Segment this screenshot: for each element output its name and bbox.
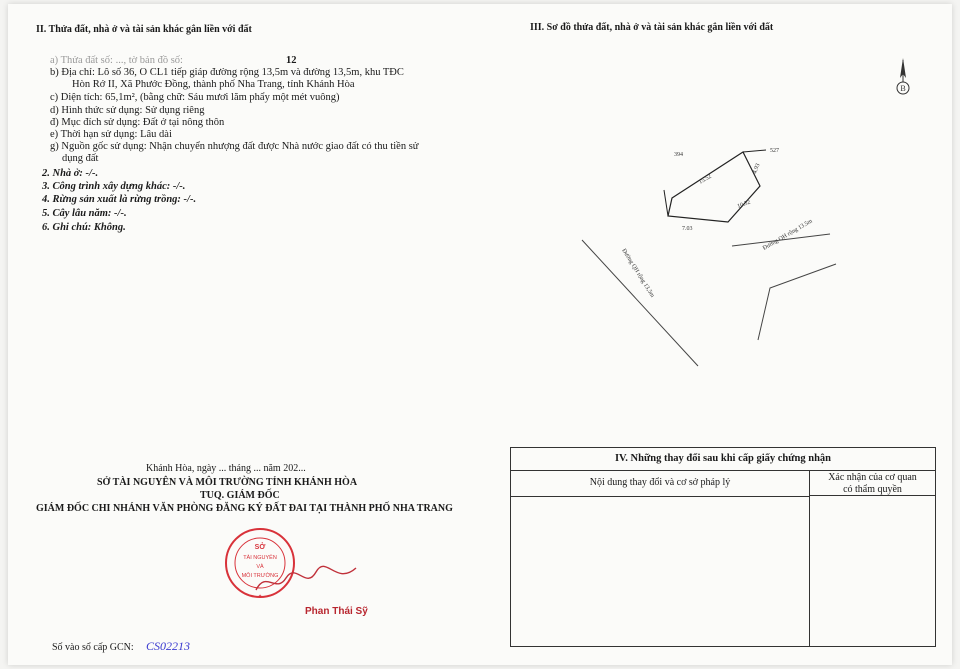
label-394: 394 — [674, 152, 683, 158]
col-header-content: Nội dung thay đổi và cơ sở pháp lý — [511, 470, 810, 497]
svg-text:MÔI TRƯỜNG: MÔI TRƯỜNG — [241, 573, 279, 579]
svg-text:★: ★ — [258, 593, 262, 598]
dim-bottom: 10.52 — [736, 199, 752, 210]
origin-line-1: g) Nguồn gốc sử dụng: Nhận chuyển nhượng đất được Nhà nước giao đất có thu tiền sử — [50, 141, 419, 152]
item-forest: 4. Rừng sản xuất là rừng trồng: -/-. — [42, 194, 197, 205]
col-header-confirmation-line2: có thẩm quyền — [843, 484, 902, 495]
item-house: 2. Nhà ở: -/-. — [42, 168, 99, 179]
dim-left: 7.03 — [682, 226, 693, 232]
parcel-map — [560, 50, 930, 370]
column-divider — [809, 496, 810, 646]
dim-top: 15.52 — [698, 173, 713, 186]
section-ii-header: II. Thửa đất, nhà ở và tài sản khác gắn liền với đất — [36, 24, 252, 35]
director-title: GIÁM ĐỐC CHI NHÁNH VĂN PHÒNG ĐĂNG KÝ ĐẤT ĐAI TẠI THÀNH PHỐ NHA TRANG — [36, 503, 453, 514]
road-label-1: Đường QH rộng 13,5m — [620, 247, 656, 299]
authorization: TUQ. GIÁM ĐỐC — [200, 490, 280, 501]
svg-text:VÀ: VÀ — [256, 564, 264, 570]
parcel-line: a) Thửa đất số: ..., tờ bản đồ số: — [50, 55, 183, 66]
area-line: c) Diện tích: 65,1m², (bằng chữ: Sáu mươi lăm phẩy một mét vuông) — [50, 92, 340, 103]
road-label-2: Đường QH rộng 13.5m — [762, 218, 814, 252]
agency-name: SỞ TÀI NGUYÊN VÀ MÔI TRƯỜNG TỈNH KHÁNH HÒA — [97, 477, 358, 488]
col-header-confirmation — [810, 470, 935, 496]
section-iv-header: IV. Những thay đổi sau khi cấp giấy chứng nhận — [511, 448, 935, 471]
usage-purpose: đ) Mục đích sử dụng: Đất ở tại nông thôn — [50, 117, 225, 128]
parcel-outline — [668, 152, 760, 222]
handwritten-signature — [246, 560, 366, 600]
svg-text:TÀI NGUYÊN: TÀI NGUYÊN — [243, 555, 277, 561]
changes-table — [510, 447, 936, 647]
usage-form: d) Hình thức sử dụng: Sử dụng riêng — [50, 105, 205, 116]
gcn-label: Số vào sổ cấp GCN: — [52, 642, 134, 653]
origin-line-2: dụng đất — [62, 153, 99, 164]
dim-right: 4.93 — [752, 162, 762, 175]
col-header-confirmation-line1: Xác nhận của cơ quan — [828, 472, 917, 483]
usage-term: e) Thời hạn sử dụng: Lâu dài — [50, 129, 172, 140]
section-iii-header: III. Sơ đồ thửa đất, nhà ở và tài sản khác gắn liền với đất — [530, 22, 774, 33]
map-sheet-number: 12 — [286, 55, 297, 66]
place-date: Khánh Hòa, ngày ... tháng ... năm 202... — [146, 463, 306, 474]
north-arrow-icon — [897, 58, 909, 94]
north-label: B — [900, 84, 906, 93]
address-line-2: Hòn Rớ II, Xã Phước Đồng, thành phố Nha Trang, tỉnh Khánh Hòa — [72, 79, 355, 90]
address-line-1: b) Địa chỉ: Lô số 36, O CL1 tiếp giáp đường rộng 13,5m và đường 13,5m, khu TĐC — [50, 67, 404, 78]
item-other-construction: 3. Công trình xây dựng khác: -/-. — [42, 181, 186, 192]
item-perennial: 5. Cây lâu năm: -/-. — [42, 208, 127, 219]
svg-text:SỞ: SỞ — [254, 544, 266, 551]
gcn-number: CS02213 — [146, 639, 191, 653]
signer-name: Phan Thái Sỹ — [305, 606, 368, 617]
label-527: 527 — [770, 148, 779, 154]
item-note: 6. Ghi chú: Không. — [42, 222, 126, 233]
